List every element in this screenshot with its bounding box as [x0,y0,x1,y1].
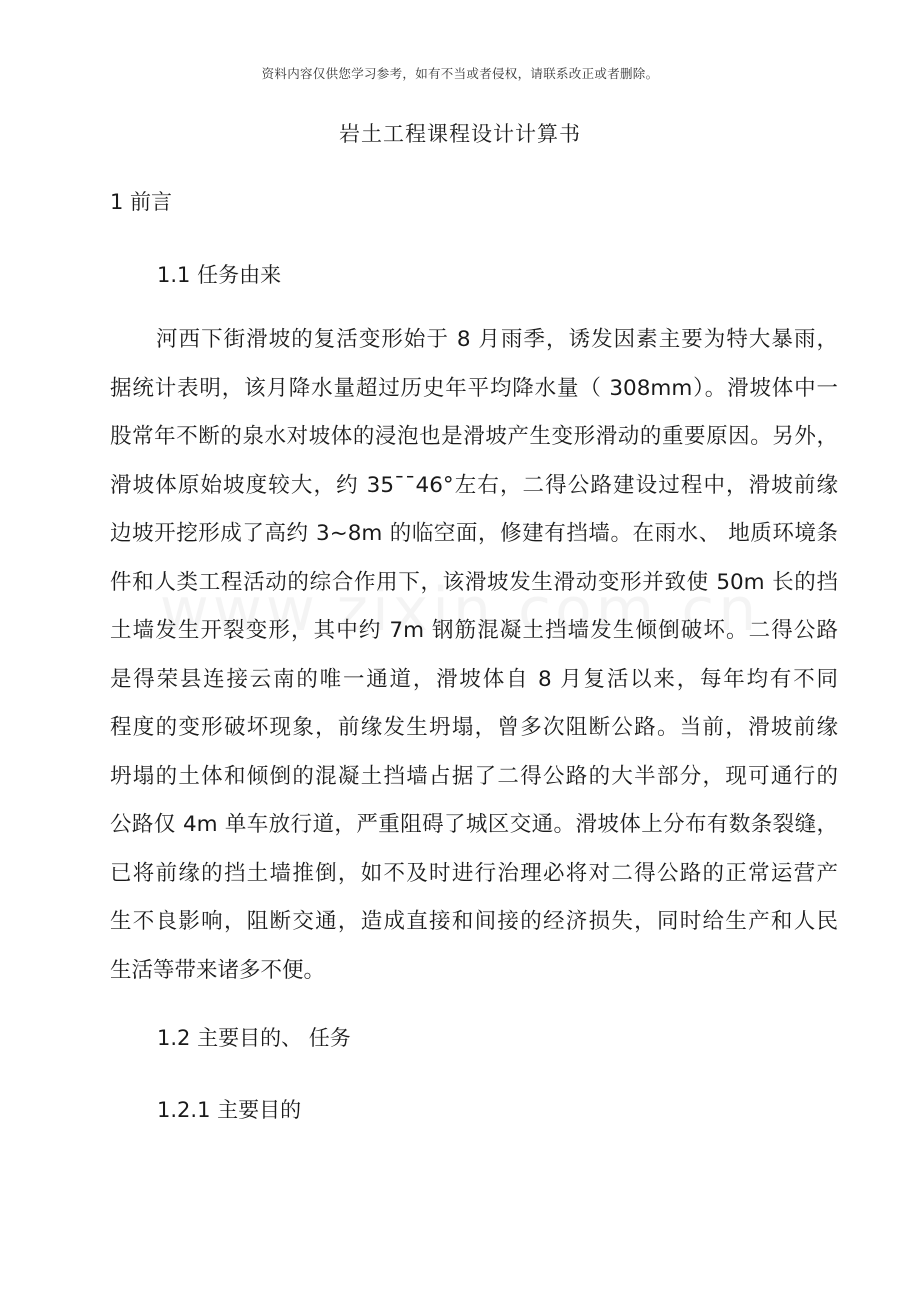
paragraph-line: 是得荣县连接云南的唯一通道，滑坡体自 8 月复活以来，每年均有不同 [110,666,838,692]
subsection-heading-objectives: 1.2 主要目的、 任务 [157,1026,351,1050]
paragraph-line: 生不良影响，阻断交通，造成直接和间接的经济损失，同时给生产和人民 [110,909,838,934]
paragraph-line: 坍塌的土体和倾倒的混凝土挡墙占据了二得公路的大半部分，现可通行的 [110,763,838,789]
paragraph-line: 土墙发生开裂变形，其中约 7m 钢筋混凝土挡墙发生倾倒破坏。二得公路 [110,618,838,643]
subsection-heading-task-origin: 1.1 任务由来 [157,263,282,287]
paragraph-task-origin [110,322,838,1001]
subsubsection-heading-main-objective: 1.2.1 主要目的 [157,1098,302,1122]
paragraph-line: 边坡开挖形成了高约 3~8m 的临空面，修建有挡墙。在雨水、 地质环境条 [110,521,838,546]
paragraph-line: 程度的变形破坏现象，前缘发生坍塌，曾多次阻断公路。当前，滑坡前缘 [110,715,838,740]
paragraph-line: 滑坡体原始坡度较大，约 35¯¯46°左右，二得公路建设过程中，滑坡前缘 [110,472,838,498]
paragraph-line: 河西下街滑坡的复活变形始于 8 月雨季，诱发因素主要为特大暴雨， [156,327,838,352]
header-disclaimer: 资料内容仅供您学习参考，如有不当或者侵权，请联系改正或者删除。 [261,66,659,81]
document-title: 岩土工程课程设计计算书 [339,122,581,146]
paragraph-line: 件和人类工程活动的综合作用下，该滑坡发生滑动变形并致使 50m 长的挡 [110,569,838,595]
paragraph-line: 公路仅 4m 单车放行道，严重阻碍了城区交通。滑坡体上分布有数条裂缝， [110,812,838,837]
paragraph-line: 据统计表明，该月降水量超过历史年平均降水量（ 308mm）。滑坡体中一 [110,375,838,401]
section-heading-preface: 1 前言 [110,190,173,214]
paragraph-line: 股常年不断的泉水对坡体的浸泡也是滑坡产生变形滑动的重要原因。另外， [110,424,838,449]
paragraph-line: 生活等带来诸多不便。 [110,957,326,983]
paragraph-line: 已将前缘的挡土墙推倒，如不及时进行治理必将对二得公路的正常运营产 [110,860,838,886]
